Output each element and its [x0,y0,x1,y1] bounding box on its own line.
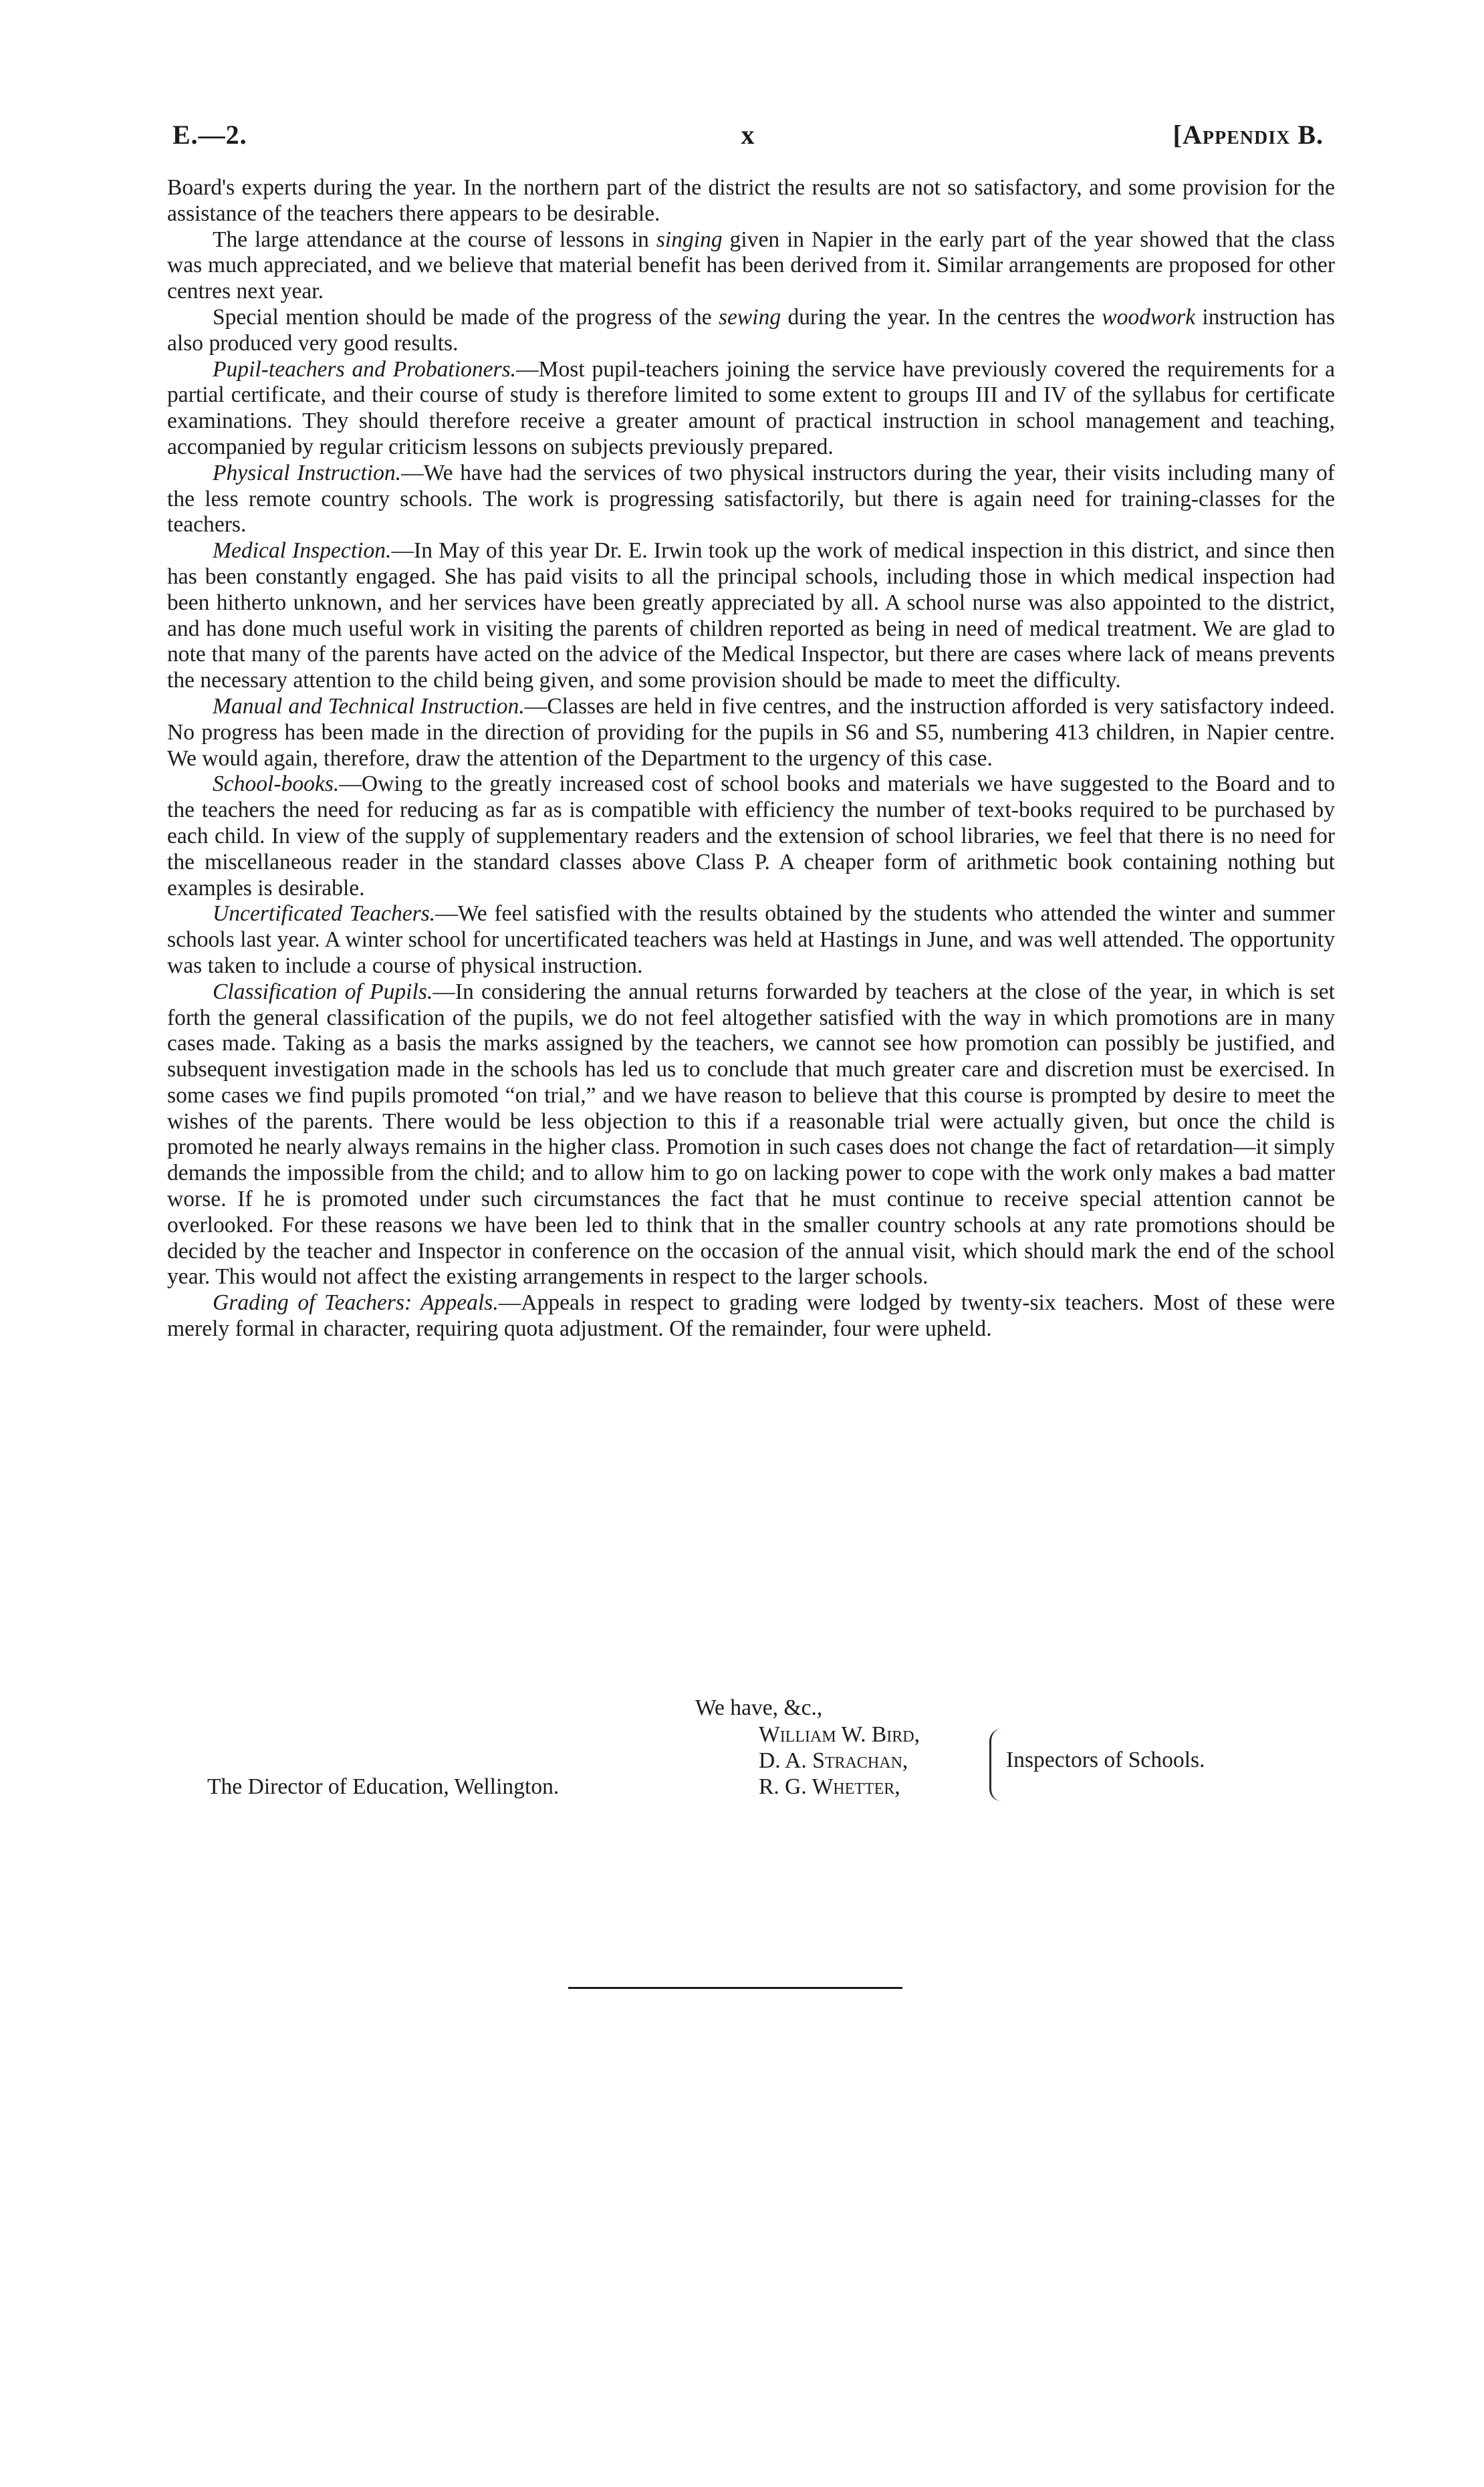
paragraph-text: —Appeals in respect to grading were lodged by twenty-six teachers. Most of these were merely formal in character, requiring quota adjustment. Of the remainder, four were upheld. [167,1290,1336,1342]
inspector-name: R. G. Whetter, [759,1774,900,1799]
appendix-label [1173,119,1324,150]
paragraph-text: —Owing to the greatly increased cost of school books and materials we have suggested to the Board and to the teachers the need for reducing as far as is compatible with efficiency the number of text-books required to be purchased by each child. In view of the supply of supplementary readers and the extension of school libraries, we feel that there is no need for the miscellaneous reader in the standard classes above Class P. A cheaper form of arithmetic book containing nothing but examples is desirable. [167,772,1335,901]
paragraph-text: The large attendance at the course of lessons in [213,227,656,252]
paragraph-classification [167,979,1335,1291]
paragraph-grading-appeals [167,1290,1335,1342]
section-heading: Manual and Technical Instruction. [213,693,525,719]
paragraph-emphasis: singing [656,227,723,252]
paragraph-continuation [167,175,1335,227]
section-heading: Uncertificated Teachers. [213,901,436,927]
report-body [167,175,1335,1342]
inspectors-title: Inspectors of Schools. [1006,1748,1205,1772]
paragraph-uncertificated-teachers [167,901,1335,979]
paragraph-medical-inspection [167,538,1335,694]
paragraph-text: —Classes are held in five centres, and the instruction afforded is very satisfactory indeed. No progress has been made in the direction of providing for the pupils in S6 and S5, numbering 413 children, in Napier centre. We would again, therefore, draw the attention of the Department to the urgency of this case. [167,693,1335,771]
paragraph-text: —In May of this year Dr. E. Irwin took up the work of medical inspection in this district, and since then has been constantly engaged. She has paid visits to all the principal schools, including those in which medical inspection had been hitherto unknown, and her services have been greatly appreciated by all. A school nurse was also appointed to the district, and has done much useful work in visiting the parents of children reported as being in need of medical treatment. We are glad to note that many of the parents have acted on the advice of the Medical Inspector, but there are cases where lack of means prevents the necessary attention to the child being given, and some provision should be made to meet the difficulty. [167,538,1335,693]
inspector-name: D. A. Strachan, [759,1748,908,1773]
paragraph-sewing [167,305,1335,357]
appendix-text: Appendix B. [1182,120,1324,150]
paragraph-text: —We feel satisfied with the results obtained by the students who attended the winter and summer schools last year. A winter school for uncertificated teachers was held at Hastings in June, and was well attended. The opportunity was taken to include a course of physical instruction. [167,901,1335,978]
paragraph-text: —Most pupil-teachers joining the service have previously covered the requirements for a partial certificate, and their course of study is therefore limited to some extent to groups III and IV of the syllabus for certificate examinations. They should therefore receive a greater amount of practical instruction in school management and teaching, accompanied by regular criticism lessons on subjects previously prepared. [167,356,1335,459]
page-header [172,119,1324,159]
paragraph-school-books [167,772,1335,901]
section-heading: Grading of Teachers: Appeals. [213,1290,499,1316]
salutation: We have, &c., [695,1695,823,1720]
paragraph-emphasis: sewing [718,304,781,330]
brace-bracket [989,1729,1002,1801]
section-heading: Pupil-teachers and Probationers. [213,356,517,382]
inspector-name: William W. Bird, [759,1722,920,1747]
addressee: The Director of Education, Wellington. [207,1774,560,1799]
paragraph-text: given in Napier in the early part of the year showed that the class was much appreciated, and we believe that material benefit has been derived from it. Similar arrangements are proposed for other centres next year. [167,227,1335,304]
report-code: E.—2. [172,120,247,150]
page-number: x [741,120,755,150]
paragraph-text: —We have had the services of two physical instructors during the year, their visits including many of the less remote country schools. The work is progressing satisfactorily, but there is again need for training-classes for the teachers. [167,460,1335,538]
appendix-bracket: [ [1172,120,1183,150]
paragraph-manual-technical [167,694,1335,772]
inspector-names [759,1722,920,1800]
paragraph-emphasis: woodwork [1102,304,1196,330]
paragraph-physical-instruction [167,461,1335,538]
paragraph-text: during the year. In the centres the [781,304,1102,330]
paragraph-text: —In considering the annual returns forwarded by teachers at the close of the year, in which is set forth the general classification of the pupils, we do not feel altogether satisfied with the way in which promotions are in many cases made. Taking as a basis the marks assigned by the teachers, we cannot see how promotion can possibly be justified, and subsequent investigation made in the schools has led us to conclude that much greater care and discretion must be exercised. In some cases we find pupils promoted “on trial,” and we have reason to believe that this course is prompted by desire to meet the wishes of the parents. There would be less objection to this if a reasonable trial were actually given, but once the child is promoted he nearly always remains in the higher class. Promotion in such cases does not change the fact of retardation—it simply demands the impossible from the child; and to allow him to go on lacking power to cope with the work only makes a bad matter worse. If he is promoted under such circumstances the fact that he must continue to receive special attention cannot be overlooked. For these reasons we have been led to think that in the smaller country schools at any rate promotions should be decided by the teacher and Inspector in conference on the occasion of the annual visit, which should mark the end of the school year. This would not affect the existing arrangements in respect to the larger schools. [167,979,1335,1290]
paragraph-text: instruction has also produced very good results. [167,304,1335,356]
paragraph-text: Board's experts during the year. In the northern part of the district the results are not so satisfactory, and some provision for the assistance of the teachers there appears to be desirable. [167,175,1335,226]
paragraph-text: Special mention should be made of the progress of the [213,304,719,330]
section-heading: Medical Inspection. [213,538,392,564]
closing-rule [568,1987,902,1989]
paragraph-pupil-teachers [167,357,1335,461]
section-heading: School-books. [213,772,340,797]
section-heading: Classification of Pupils. [213,979,433,1004]
section-heading: Physical Instruction. [213,460,402,485]
paragraph-singing [167,227,1335,305]
